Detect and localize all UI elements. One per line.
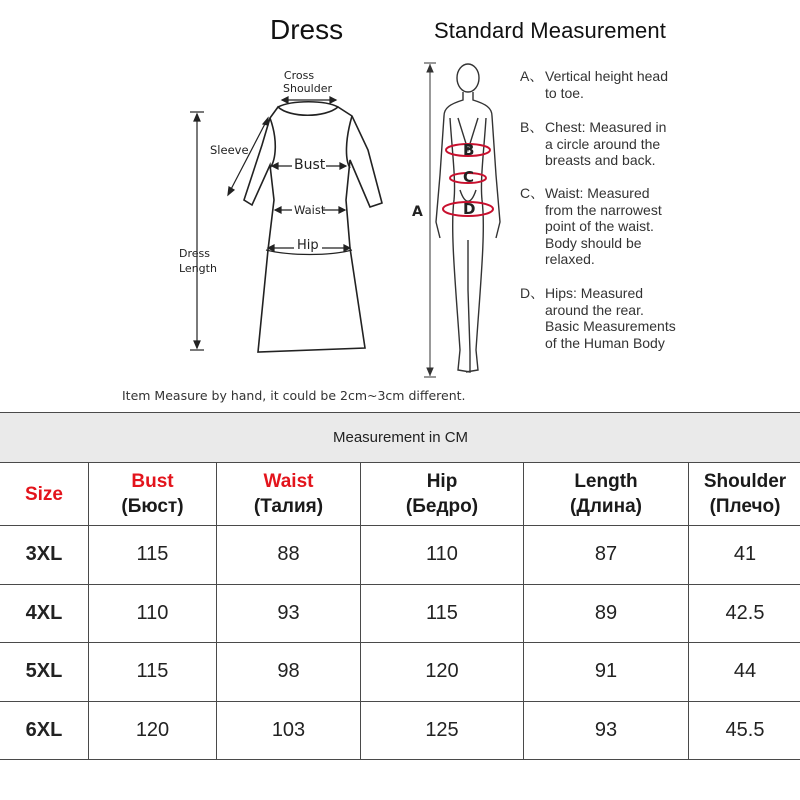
sleeve-label: Sleeve xyxy=(210,143,249,157)
size-table xyxy=(0,412,800,760)
header-hip: Hip (Бедро) xyxy=(361,463,524,526)
hip-label: Hip xyxy=(297,238,319,253)
body-label-a: A xyxy=(412,204,423,220)
dress-outline xyxy=(244,102,382,352)
table-row xyxy=(0,584,800,643)
cell-waist: 93 xyxy=(217,584,361,643)
header-size: Size xyxy=(0,463,89,526)
cell-size: 5XL xyxy=(0,643,89,702)
header-waist: Waist (Талия) xyxy=(217,463,361,526)
cross-shoulder-label: Cross Shoulder xyxy=(283,69,332,95)
header-shoulder: Shoulder (Плечо) xyxy=(689,463,800,526)
dress-length-arrow xyxy=(190,112,204,350)
cell-length: 89 xyxy=(524,584,689,643)
height-arrow xyxy=(424,63,436,377)
cell-length: 91 xyxy=(524,643,689,702)
cell-hip: 110 xyxy=(361,526,524,585)
waist-label: Waist xyxy=(294,203,326,217)
table-row xyxy=(0,526,800,585)
body-label-d: D xyxy=(463,200,476,218)
cell-shoulder: 44 xyxy=(689,643,800,702)
cell-shoulder: 42.5 xyxy=(689,584,800,643)
cell-waist: 103 xyxy=(217,701,361,760)
header-length: Length (Длина) xyxy=(524,463,689,526)
cell-hip: 120 xyxy=(361,643,524,702)
body-label-b: B xyxy=(463,141,475,159)
table-row xyxy=(0,701,800,760)
bust-label: Bust xyxy=(294,157,326,173)
cell-size: 6XL xyxy=(0,701,89,760)
standard-measurement-title: Standard Measurement xyxy=(434,18,666,43)
table-caption: Measurement in CM xyxy=(0,413,800,463)
cell-size: 3XL xyxy=(0,526,89,585)
cell-hip: 115 xyxy=(361,584,524,643)
cell-bust: 115 xyxy=(89,643,217,702)
cell-size: 4XL xyxy=(0,584,89,643)
body-outline xyxy=(436,64,500,372)
cell-length: 93 xyxy=(524,701,689,760)
dress-length-label: Dress Length xyxy=(179,247,217,275)
table-row xyxy=(0,643,800,702)
cell-bust: 110 xyxy=(89,584,217,643)
cell-bust: 115 xyxy=(89,526,217,585)
header-bust: Bust (Бюст) xyxy=(89,463,217,526)
cell-shoulder: 41 xyxy=(689,526,800,585)
cell-shoulder: 45.5 xyxy=(689,701,800,760)
dress-title: Dress xyxy=(270,14,344,45)
body-label-c: C xyxy=(463,168,475,186)
cell-bust: 120 xyxy=(89,701,217,760)
cell-waist: 88 xyxy=(217,526,361,585)
size-guide-illustration: Dress Standard Measurement Cross Shoulder Sleeve Bust Waist Hip Dress Length A B C D A、 Vertical height head to toe. B、 Chest: Measured in a circle around the breasts and back. C、 Waist: Measured from the narrowest point of the waist. Body should be relaxed. D、 Hips: Measured around the rear. Basic Measurements of the Human Body Item Measure by hand, it could be 2cm~3cm different. xyxy=(0,0,800,412)
cell-length: 87 xyxy=(524,526,689,585)
cell-hip: 125 xyxy=(361,701,524,760)
measure-note: Item Measure by hand, it could be 2cm~3cm different. xyxy=(122,388,466,403)
table-header-row xyxy=(0,463,800,526)
cell-waist: 98 xyxy=(217,643,361,702)
